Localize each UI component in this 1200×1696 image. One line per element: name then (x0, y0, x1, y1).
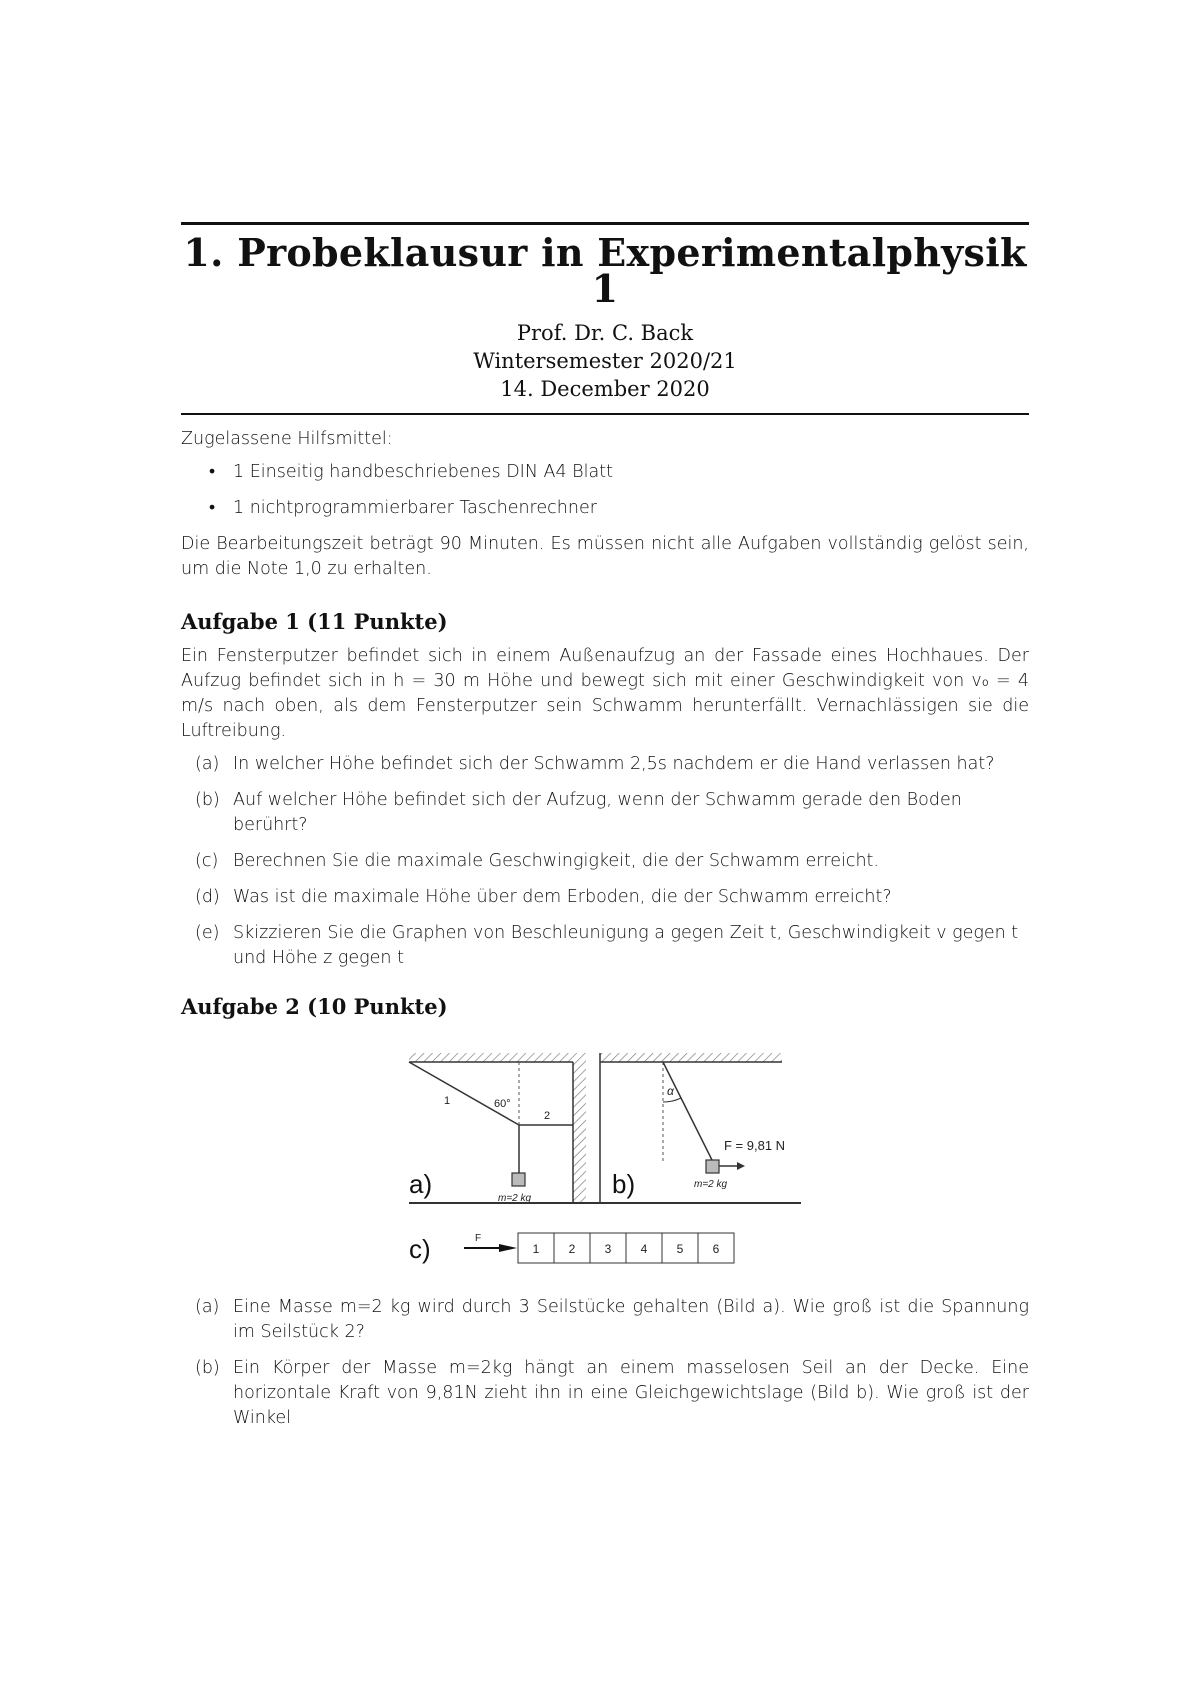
task2-figure (181, 1041, 1029, 1281)
mass-a (512, 1173, 525, 1186)
exam-date: 14. December 2020 (500, 377, 710, 401)
aids-list (181, 460, 1029, 521)
rope-2-label: 2 (544, 1110, 551, 1122)
part-label: (b) (195, 790, 220, 810)
title-top-rule (181, 222, 1029, 225)
list-item (181, 496, 1029, 521)
author: Prof. Dr. C. Back (516, 321, 694, 345)
part-text: Auf welcher Höhe befindet sich der Aufzug, wenn der Schwamm gerade den Boden berührt? (233, 790, 962, 835)
box-label: 1 (532, 1242, 540, 1256)
aids-intro: Zugelassene Hilfsmittel: (181, 429, 393, 449)
box-label: 4 (640, 1242, 648, 1256)
rope-1 (409, 1062, 519, 1125)
list-item (181, 1295, 1029, 1345)
rope-b (663, 1062, 712, 1160)
list-item (181, 752, 1029, 777)
list-item (181, 460, 1029, 485)
ceiling-a (409, 1053, 573, 1062)
box-label: 5 (676, 1242, 684, 1256)
mass-b-label: m=2 kg (694, 1179, 728, 1190)
title-bottom-rule (181, 413, 1029, 415)
list-item (181, 921, 1029, 971)
list-item (181, 1356, 1029, 1431)
label-a: a) (409, 1169, 433, 1199)
force-arrow-b-head (737, 1162, 745, 1170)
task1-heading: Aufgabe 1 (11 Punkte) (181, 609, 448, 634)
list-item (181, 788, 1029, 838)
part-text: Ein Körper der Masse m=2kg hängt an einem masselosen Seil an der Decke. Eine horizontale Kraft von 9,81N zieht ihn in eine Gleichgewichtslage (Bild b). Wie groß ist der Winkel (233, 1358, 1029, 1428)
force-b-label: F = 9,81 N (724, 1138, 786, 1153)
angle-arc (663, 1098, 681, 1102)
task2-heading: Aufgabe 2 (10 Punkte) (181, 994, 448, 1019)
ceiling-b (600, 1053, 782, 1062)
bullet-icon: • (209, 462, 216, 482)
part-label: (d) (195, 887, 220, 907)
task1-parts (181, 752, 1029, 971)
title-meta (181, 319, 1029, 403)
semester: Wintersemester 2020/21 (473, 349, 737, 373)
part-label: (c) (195, 851, 219, 871)
rope-1-label: 1 (444, 1095, 451, 1107)
force-c-label: F (475, 1233, 482, 1244)
task1-intro: Ein Fensterputzer befindet sich in einem Außenaufzug an der Fassade eines Hochhaues. Der Aufzug befindet sich in h = 30 m Höhe und bewegt sich mit einer Geschwindigkeit von v₀ = 4 m/s nach oben, als dem Fensterputzer sein Schwamm herunterfällt. Vernachlässigen sie die Luftreibung. (181, 646, 1029, 741)
list-item (181, 885, 1029, 910)
list-item-text: 1 nichtprogrammierbarer Taschenrechner (233, 498, 597, 518)
part-text: Eine Masse m=2 kg wird durch 3 Seilstücke gehalten (Bild a). Wie groß ist die Spannung im Seilstück 2? (233, 1297, 1029, 1342)
part-label: (a) (195, 1297, 220, 1317)
part-text: In welcher Höhe befindet sich der Schwamm 2,5s nachdem er die Hand verlassen hat? (233, 754, 995, 774)
duration-note: Die Bearbeitungszeit beträgt 90 Minuten. Es müssen nicht alle Aufgaben vollständig gelöst sein, um die Note 1,0 zu erhalten. (181, 534, 1029, 579)
part-text: Skizzieren Sie die Graphen von Beschleunigung a gegen Zeit t, Geschwindigkeit v gegen t und Höhe z gegen t (233, 923, 1019, 968)
wall (573, 1053, 586, 1203)
bullet-icon: • (209, 498, 216, 518)
box-label: 3 (604, 1242, 612, 1256)
angle-label: 60° (494, 1098, 511, 1110)
part-text: Berechnen Sie die maximale Geschwingigkeit, die der Schwamm erreicht. (233, 851, 879, 871)
part-label: (e) (195, 923, 220, 943)
list-item (181, 849, 1029, 874)
rope-diagram (181, 1041, 1029, 1281)
task1-section (181, 644, 1029, 971)
task2-section (181, 1295, 1029, 1431)
page-content (181, 222, 1029, 1442)
label-b: b) (612, 1169, 636, 1199)
mass-a-label: m=2 kg (498, 1193, 532, 1204)
aids-section (181, 427, 1029, 582)
mass-b (706, 1160, 719, 1173)
box-label: 2 (568, 1242, 576, 1256)
force-arrow-c-head (499, 1244, 517, 1252)
part-text: Was ist die maximale Höhe über dem Erboden, die der Schwamm erreicht? (233, 887, 892, 907)
part-label: (a) (195, 754, 220, 774)
list-item-text: 1 Einseitig handbeschriebenes DIN A4 Blatt (233, 462, 613, 482)
page-title: 1. Probeklausur in Experimentalphysik 1 (183, 230, 1027, 311)
part-label: (b) (195, 1358, 220, 1378)
alpha-label: α (667, 1084, 674, 1098)
box-label: 6 (712, 1242, 720, 1256)
label-c: c) (409, 1234, 431, 1264)
task2-parts (181, 1295, 1029, 1431)
